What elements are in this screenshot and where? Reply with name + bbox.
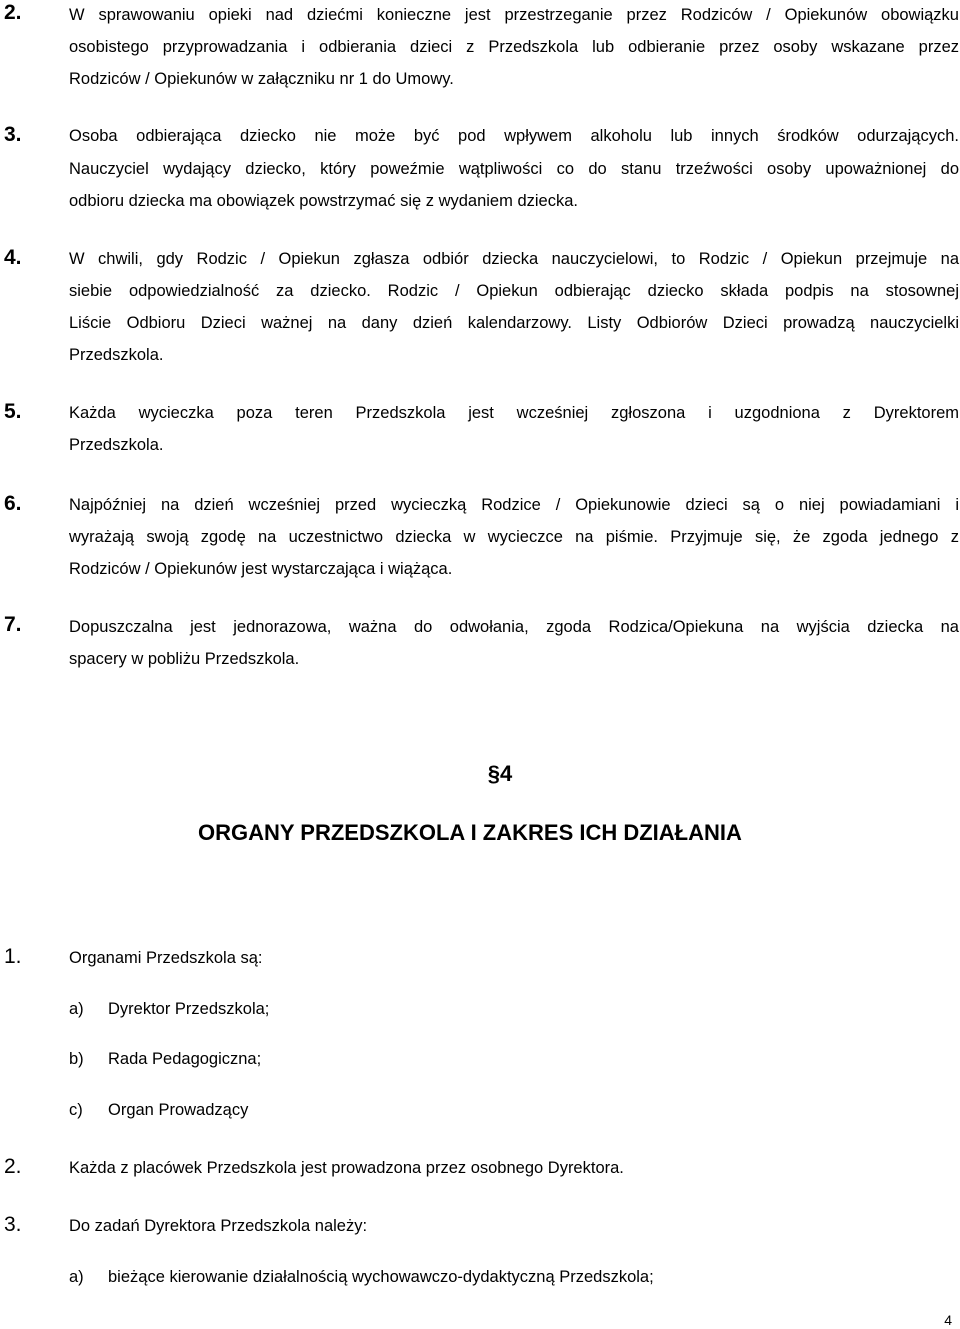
section-number: §4 [487,761,513,786]
paragraph-line: wyrażają swoją zgodę na uczestnictwo dziecka w wycieczce na piśmie. Przyjmuje się, że zgoda jednego z [69,528,959,546]
list-item-text: Do zadań Dyrektora Przedszkola należy: [69,1217,368,1235]
item-number: 7. [4,613,22,636]
paragraph-line: Nauczyciel wydający dziecko, który poweźmie wątpliwości co do stanu trzeźwości osoby upoważnionej do [69,160,959,178]
paragraph-line: Rodziców / Opiekunów w załączniku nr 1 do Umowy. [69,70,454,88]
item-number: 3. [4,1213,22,1236]
list-item-text: Dyrektor Przedszkola; [108,1000,270,1018]
section-title: ORGANY PRZEDSZKOLA I ZAKRES ICH DZIAŁANIA [198,820,742,845]
paragraph-line: spacery w pobliżu Przedszkola. [69,650,300,668]
paragraph-line: Najpóźniej na dzień wcześniej przed wycieczką Rodzice / Opiekunowie dzieci są o niej powiadamiani i [69,496,959,514]
paragraph-line: Przedszkola. [69,346,164,364]
list-item-letter: c) [69,1101,83,1119]
paragraph-line: Każda wycieczka poza teren Przedszkola jest wcześniej zgłoszona i uzgodniona z Dyrektorem [69,404,959,422]
list-item-letter: a) [69,1000,84,1018]
item-number: 6. [4,492,22,515]
list-item-text: Organ Prowadzący [108,1101,249,1119]
list-item-text: bieżące kierowanie działalnością wychowawczo-dydaktyczną Przedszkola; [108,1268,654,1286]
paragraph-line: Rodziców / Opiekunów jest wystarczająca i wiążąca. [69,560,453,578]
paragraph-line: Osoba odbierająca dziecko nie może być pod wpływem alkoholu lub innych środków odurzających. [69,127,959,145]
paragraph-line: Liście Odbioru Dzieci ważnej na dany dzień kalendarzowy. Listy Odbiorów Dzieci prowadzą nauczycielki [69,314,959,332]
page-number: 4 [944,1312,952,1328]
list-item-text: Organami Przedszkola są: [69,949,263,967]
item-number: 2. [4,1,22,24]
paragraph-line: osobistego przyprowadzania i odbierania dzieci z Przedszkola lub odbieranie przez osoby wskazane przez [69,38,959,56]
list-item-letter: b) [69,1050,84,1068]
item-number: 1. [4,945,22,968]
paragraph-line: Dopuszczalna jest jednorazowa, ważna do odwołania, zgoda Rodzica/Opiekuna na wyjścia dziecka na [69,618,959,636]
list-item-letter: a) [69,1268,84,1286]
paragraph-line: W sprawowaniu opieki nad dziećmi konieczne jest przestrzeganie przez Rodziców / Opiekunów obowiązku [69,6,959,24]
item-number: 5. [4,400,22,423]
item-number: 4. [4,246,22,269]
paragraph-line: W chwili, gdy Rodzic / Opiekun zgłasza odbiór dziecka nauczycielowi, to Rodzic / Opiekun przejmuje na [69,250,959,268]
list-item-text: Każda z placówek Przedszkola jest prowadzona przez osobnego Dyrektora. [69,1159,624,1177]
paragraph-line: siebie odpowiedzialność za dziecko. Rodzic / Opiekun odbierając dziecko składa podpis na stosownej [69,282,959,300]
item-number: 3. [4,123,22,146]
paragraph-line: odbioru dziecka ma obowiązek powstrzymać się z wydaniem dziecka. [69,192,578,210]
paragraph-line: Przedszkola. [69,436,164,454]
item-number: 2. [4,1155,22,1178]
list-item-text: Rada Pedagogiczna; [108,1050,262,1068]
